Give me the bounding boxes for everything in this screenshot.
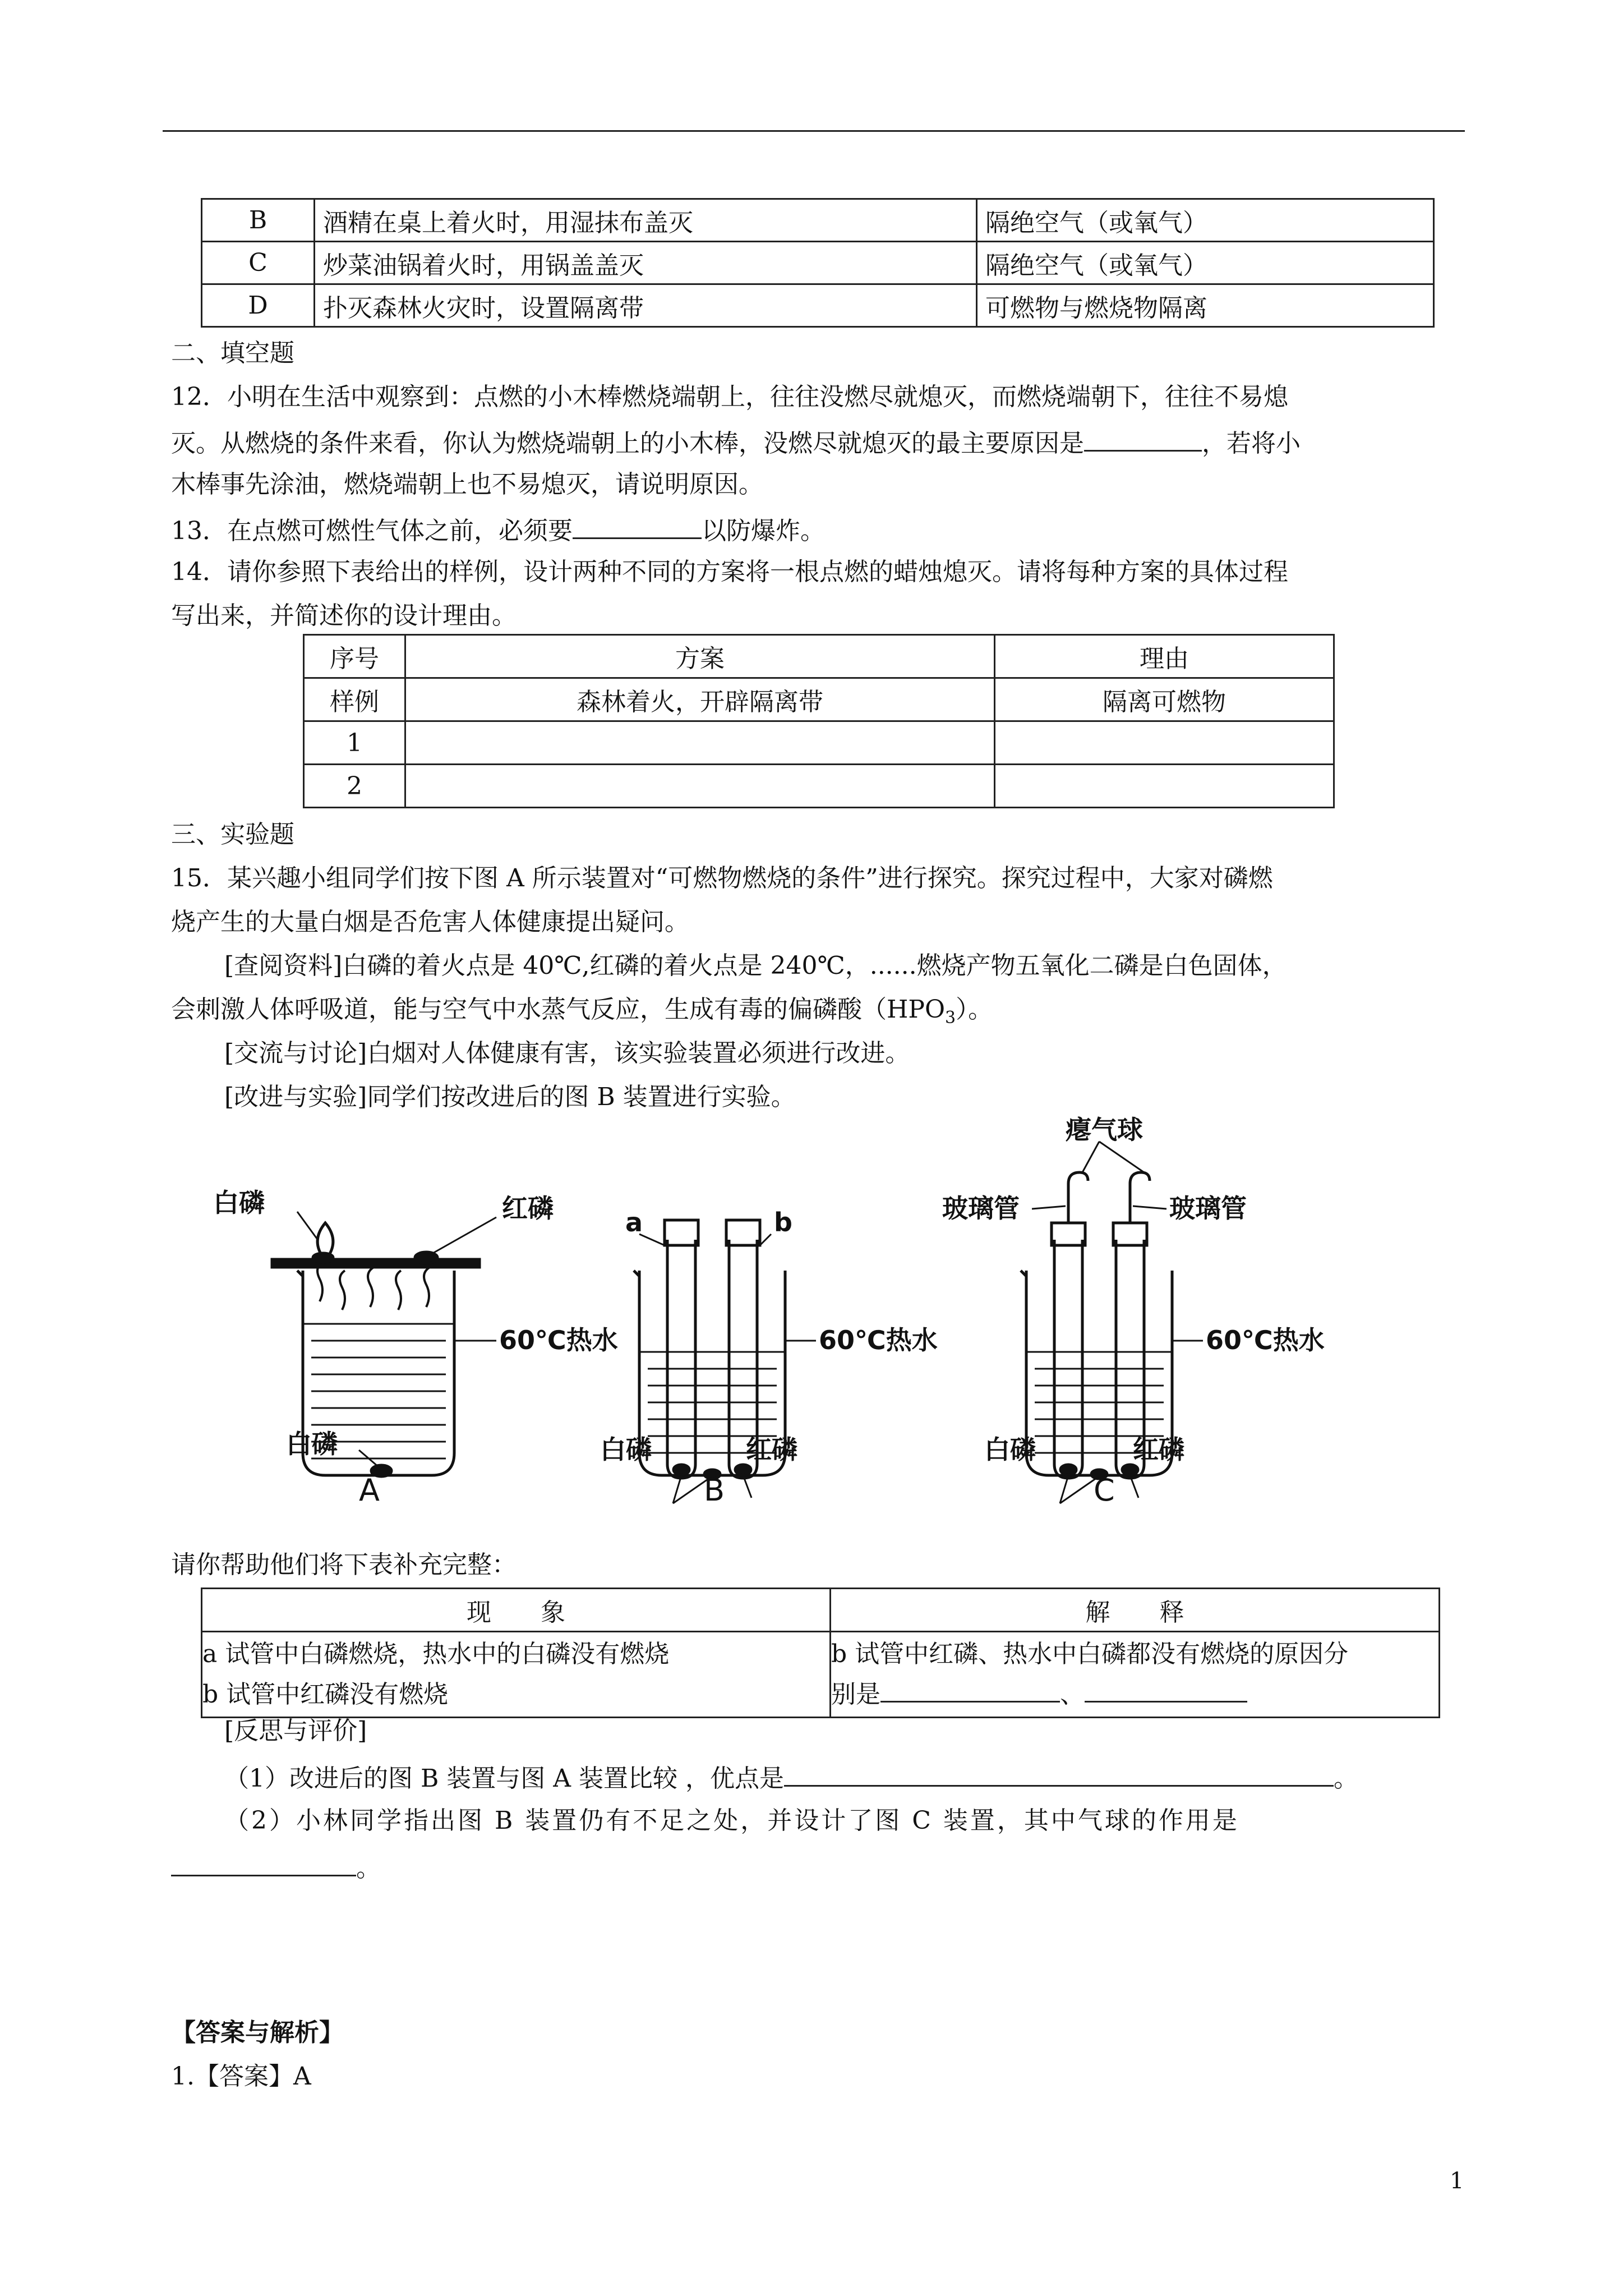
q14-line1: 14．请你参照下表给出的样例，设计两种不同的方案将一根点燃的蜡烛熄灭。请将每种方案的具体过程 — [171, 558, 1288, 586]
discussion: [交流与讨论]白烟对人体健康有害，该实验装置必须进行改进。 — [224, 1039, 910, 1068]
improvement: [改进与实验]同学们按改进后的图 B 装置进行实验。 — [224, 1083, 796, 1111]
label-red-p-a: 红磷 — [502, 1193, 554, 1223]
subscript: 3 — [945, 1007, 956, 1028]
explanation-text: 别是 — [831, 1680, 880, 1709]
cell: 2 — [304, 765, 405, 808]
label-glass-tube-right: 玻璃管 — [1169, 1193, 1247, 1223]
header-rule — [163, 130, 1465, 132]
q12-line3: 木棒事先涂油，燃烧端朝上也不易熄灭，请说明原因。 — [171, 470, 763, 499]
q12-answer-blank[interactable] — [1084, 425, 1202, 452]
q2-end: 。 — [356, 1854, 381, 1883]
caption-b: B — [704, 1473, 725, 1508]
reflection-q2-line2 — [171, 1850, 381, 1884]
lid-plate — [272, 1259, 479, 1267]
label-hot-water-b: 60℃热水 — [819, 1325, 938, 1355]
label-hot-water-c: 60℃热水 — [1206, 1325, 1325, 1355]
info-text-tail: ）。 — [956, 995, 993, 1024]
reason-blank-1[interactable] — [880, 1676, 1060, 1703]
phenomenon-b: b 试管中红磷没有燃烧 — [202, 1680, 449, 1709]
glass-tube-right — [1130, 1172, 1150, 1223]
q14-table — [303, 634, 1335, 808]
cell: 隔离可燃物 — [995, 678, 1334, 721]
header-cell: 序号 — [304, 635, 405, 678]
apparatus-figure — [191, 1115, 1325, 1509]
test-tube-a — [667, 1240, 695, 1478]
explanation-line1: b 试管中红磷、热水中白磷都没有燃烧的原因分 — [831, 1640, 1349, 1668]
row-reason: 可燃物与燃烧物隔离 — [977, 284, 1434, 327]
q14-line2: 写出来，并简述你的设计理由。 — [171, 601, 517, 630]
cell: 1 — [304, 721, 405, 765]
reflection-heading: [反思与评价] — [224, 1717, 367, 1745]
q1-end: 。 — [1334, 1764, 1359, 1793]
label-tube-b: b — [774, 1207, 792, 1237]
row-example: 炒菜油锅着火时，用锅盖盖灭 — [315, 242, 977, 284]
q12-text-tail: ，若将小 — [1202, 429, 1301, 458]
row-reason: 隔绝空气（或氧气） — [977, 242, 1434, 284]
section2-heading: 二、填空题 — [171, 339, 294, 367]
q12-text: 灭。从燃烧的条件来看，你认为燃烧端朝上的小木棒，没燃尽就熄灭的最主要原因是 — [171, 429, 1084, 458]
advantage-blank[interactable] — [784, 1760, 1334, 1787]
q12-line1: 12．小明在生活中观察到：点燃的小木棒燃烧端朝上，往往没燃尽就熄灭，而燃烧端朝下，往往不易熄 — [171, 383, 1288, 411]
answer-cell[interactable] — [995, 765, 1334, 808]
answers-heading: 【答案与解析】 — [171, 2018, 344, 2047]
label-white-p-b: 白磷 — [600, 1434, 652, 1465]
q15-line2: 烧产生的大量白烟是否危害人体健康提出疑问。 — [171, 908, 689, 936]
header-cell: 解 释 — [831, 1589, 1440, 1632]
row-letter: C — [202, 242, 315, 284]
q1-text: （1）改进后的图 B 装置与图 A 装置比较 ，优点是 — [224, 1764, 785, 1793]
table-row — [202, 242, 1434, 284]
q15-line1: 15．某兴趣小组同学们按下图 A 所示装置对“可燃物燃烧的条件”进行探究。探究过程中，大家对磷燃 — [171, 864, 1273, 892]
q12-line2 — [171, 425, 1301, 459]
label-white-p-c: 白磷 — [984, 1434, 1036, 1465]
header-cell: 现 象 — [202, 1589, 831, 1632]
row-letter: D — [202, 284, 315, 327]
q13-answer-blank[interactable] — [573, 513, 702, 539]
label-white-p-a2: 白磷 — [286, 1429, 338, 1459]
q13-text-tail: 以防爆炸。 — [702, 517, 825, 545]
table-row — [304, 765, 1334, 808]
header-cell: 方案 — [405, 635, 995, 678]
table-row — [202, 1632, 1440, 1718]
q15-table — [201, 1588, 1440, 1718]
reflection-q1 — [224, 1760, 1358, 1795]
answer-cell[interactable] — [405, 765, 995, 808]
stopper-a — [665, 1220, 698, 1245]
table-header-row — [304, 635, 1334, 678]
explanation-cell — [831, 1632, 1440, 1718]
top-table — [201, 198, 1435, 328]
row-letter: B — [202, 199, 315, 242]
label-white-p-a: 白磷 — [213, 1188, 265, 1218]
answer-cell[interactable] — [995, 721, 1334, 765]
row-reason: 隔绝空气（或氧气） — [977, 199, 1434, 242]
balloon-function-blank[interactable] — [171, 1850, 356, 1876]
section3-heading: 三、实验题 — [171, 820, 294, 849]
reason-blank-2[interactable] — [1085, 1676, 1247, 1703]
page-number: 1 — [1450, 2168, 1464, 2194]
table-row — [304, 721, 1334, 765]
flame-a — [317, 1223, 333, 1257]
row-example: 酒精在桌上着火时，用湿抹布盖灭 — [315, 199, 977, 242]
answer-cell[interactable] — [405, 721, 995, 765]
label-red-p-c: 红磷 — [1133, 1434, 1184, 1465]
table15-prompt: 请你帮助他们将下表补充完整： — [171, 1550, 517, 1579]
label-hot-water-a: 60℃热水 — [499, 1325, 618, 1355]
label-red-p-b: 红磷 — [746, 1434, 797, 1465]
table-row — [202, 199, 1434, 242]
explanation-line2 — [831, 1674, 1431, 1715]
table-row — [304, 678, 1334, 721]
q13 — [171, 513, 825, 547]
separator: 、 — [1060, 1680, 1085, 1709]
phenomena-cell — [202, 1632, 831, 1718]
q13-text: 13．在点燃可燃性气体之前，必须要 — [171, 517, 573, 545]
smoke-a — [317, 1262, 429, 1310]
cell: 样例 — [304, 678, 405, 721]
label-tube-a: a — [625, 1207, 643, 1237]
row-example: 扑灭森林火灾时，设置隔离带 — [315, 284, 977, 327]
info-text: 会刺激人体呼吸道，能与空气中水蒸气反应，生成有毒的偏磷酸（HPO — [171, 995, 946, 1024]
header-cell: 理由 — [995, 635, 1334, 678]
reflection-q2: （2）小林同学指出图 B 装置仍有不足之处，并设计了图 C 装置，其中气球的作用是 — [224, 1806, 1239, 1835]
info-line2 — [171, 994, 993, 1034]
phenomenon-a: a 试管中白磷燃烧，热水中的白磷没有燃烧 — [202, 1640, 670, 1668]
label-balloon: 瘪气球 — [1066, 1115, 1143, 1145]
table-row — [202, 284, 1434, 327]
table-header-row — [202, 1589, 1440, 1632]
answer-1: 1.【答案】A — [171, 2062, 311, 2091]
caption-c: C — [1094, 1473, 1115, 1508]
caption-a: A — [359, 1473, 380, 1508]
label-glass-tube-left: 玻璃管 — [942, 1193, 1020, 1223]
cell: 森林着火，开辟隔离带 — [405, 678, 995, 721]
info-line1: [查阅资料]白磷的着火点是 40℃,红磷的着火点是 240℃，......燃烧产物五氧化二磷是白色固体， — [224, 951, 1287, 980]
stopper-b — [726, 1220, 760, 1245]
glass-tube-left — [1068, 1172, 1088, 1223]
